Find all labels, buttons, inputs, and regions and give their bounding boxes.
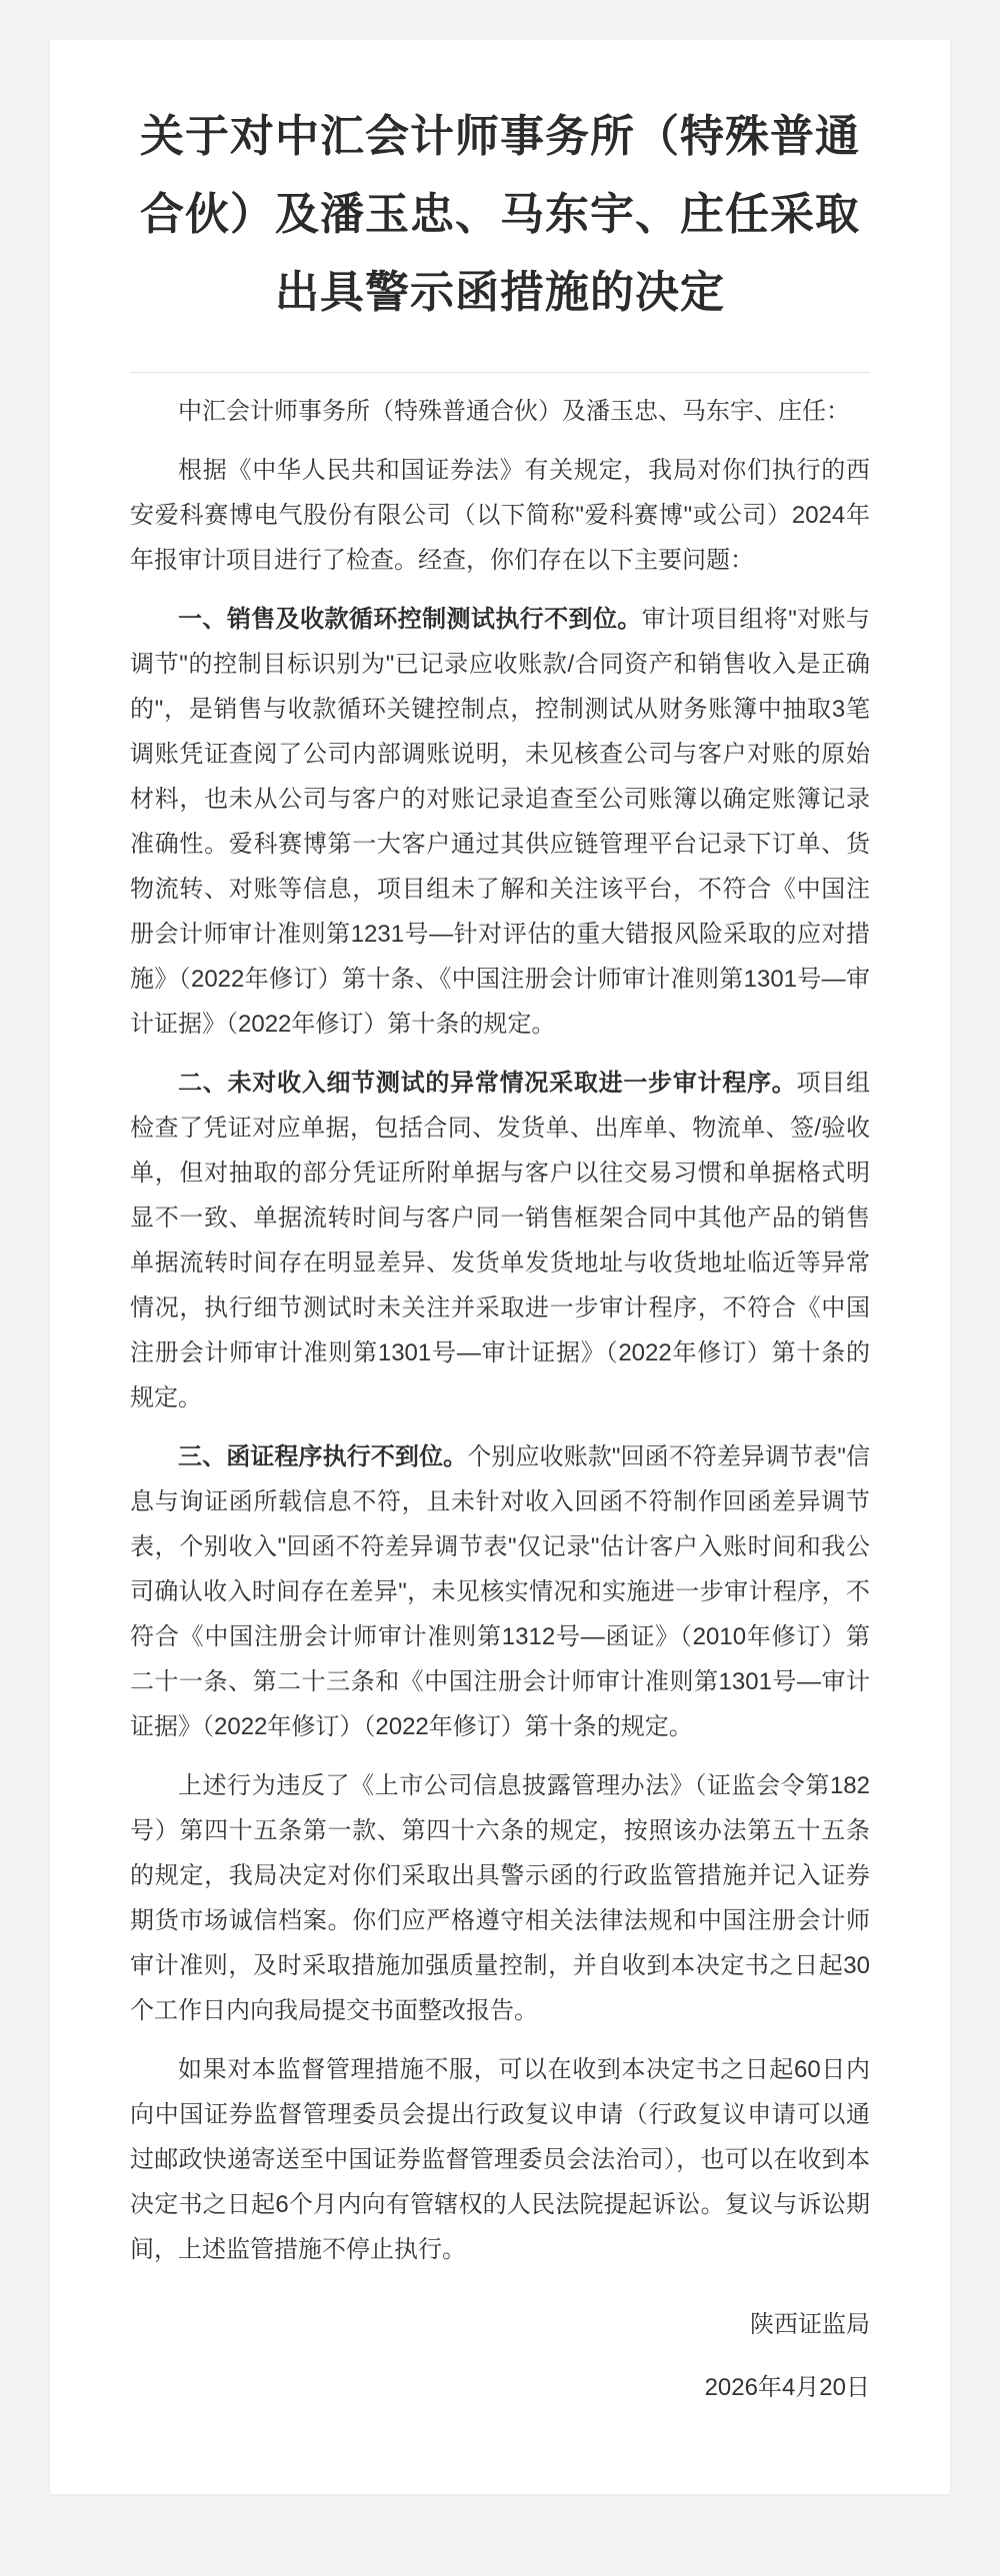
salutation-paragraph: 中汇会计师事务所（特殊普通合伙）及潘玉忠、马东宇、庄任：: [178, 398, 850, 425]
section-2-heading: 二、未对收入细节测试的异常情况采取进一步审计程序。: [178, 1070, 797, 1097]
section-3-paragraph: [130, 1434, 870, 1749]
section-1-heading: 一、销售及收款循环控制测试执行不到位。: [178, 606, 642, 633]
section-2-paragraph: [130, 1061, 870, 1420]
document-card: [50, 40, 950, 2494]
section-3-body: 个别应收账款"回函不符差异调节表"信息与询证函所载信息不符，且未针对收入回函不符制作回函差异调节表，个别收入"回函不符差异调节表"仅记录"估计客户入账时间和我公司确认收入时间存在差异"，未见核实情况和实施进一步审计程序，不符合《中国注册会计师审计准则第1312号—函证》（2010年修订）第二十一条、第二十三条和《中国注册会计师审计准则第1301号—审计证据》（2022年修订）（2022年修订）第十条的规定。: [130, 1443, 871, 1740]
document-title: 关于对中汇会计师事务所（特殊普通合伙）及潘玉忠、马东宇、庄任采取出具警示函措施的决定: [140, 112, 860, 317]
closing-paragraph-1: 上述行为违反了《上市公司信息披露管理办法》（证监会令第182号）第四十五条第一款、第四十六条的规定，按照该办法第五十五条的规定，我局决定对你们采取出具警示函的行政监管措施并记入证券期货市场诚信档案。你们应严格遵守相关法律法规和中国注册会计师审计准则，及时采取措施加强质量控制，并自收到本决定书之日起30个工作日内向我局提交书面整改报告。: [130, 1772, 870, 2024]
signature-date: 2026年4月20日: [704, 2374, 870, 2401]
section-3-heading: 三、函证程序执行不到位。: [178, 1443, 468, 1470]
intro-paragraph: 根据《中华人民共和国证券法》有关规定，我局对你们执行的西安爱科赛博电气股份有限公司（以下简称"爱科赛博"或公司）2024年年报审计项目进行了检查。经查，你们存在以下主要问题：: [130, 457, 870, 574]
section-1-body: 审计项目组将"对账与调节"的控制目标识别为"已记录应收账款/合同资产和销售收入是正确的"，是销售与收款循环关键控制点，控制测试从财务账簿中抽取3笔调账凭证查阅了公司内部调账说明，未见核查公司与客户对账的原始材料，也未从公司与客户的对账记录追查至公司账簿以确定账簿记录准确性。爱科赛博第一大客户通过其供应链管理平台记录下订单、货物流转、对账等信息，项目组未了解和关注该平台，不符合《中国注册会计师审计准则第1231号—针对评估的重大错报风险采取的应对措施》（2022年修订）第十条、《中国注册会计师审计准则第1301号—审计证据》（2022年修订）第十条的规定。: [130, 606, 870, 1038]
section-1-paragraph: [130, 597, 870, 1047]
section-2-body: 项目组检查了凭证对应单据，包括合同、发货单、出库单、物流单、签/验收单，但对抽取的部分凭证所附单据与客户以往交易习惯和单据格式明显不一致、单据流转时间与客户同一销售框架合同中其他产品的销售单据流转时间存在明显差异、发货单发货地址与收货地址临近等异常情况，执行细节测试时未关注并采取进一步审计程序，不符合《中国注册会计师审计准则第1301号—审计证据》（2022年修订）第十条的规定。: [130, 1070, 871, 1411]
signature-issuer: 陕西证监局: [750, 2311, 870, 2338]
signature-block: [130, 2302, 870, 2410]
page-background: [0, 40, 1000, 2576]
closing-paragraph-2: 如果对本监督管理措施不服，可以在收到本决定书之日起60日内向中国证券监督管理委员会提出行政复议申请（行政复议申请可以通过邮政快递寄送至中国证券监督管理委员会法治司），也可以在收到本决定书之日起6个月内向有管辖权的人民法院提起诉讼。复议与诉讼期间，上述监管措施不停止执行。: [130, 2056, 870, 2263]
title-divider: [130, 372, 870, 373]
